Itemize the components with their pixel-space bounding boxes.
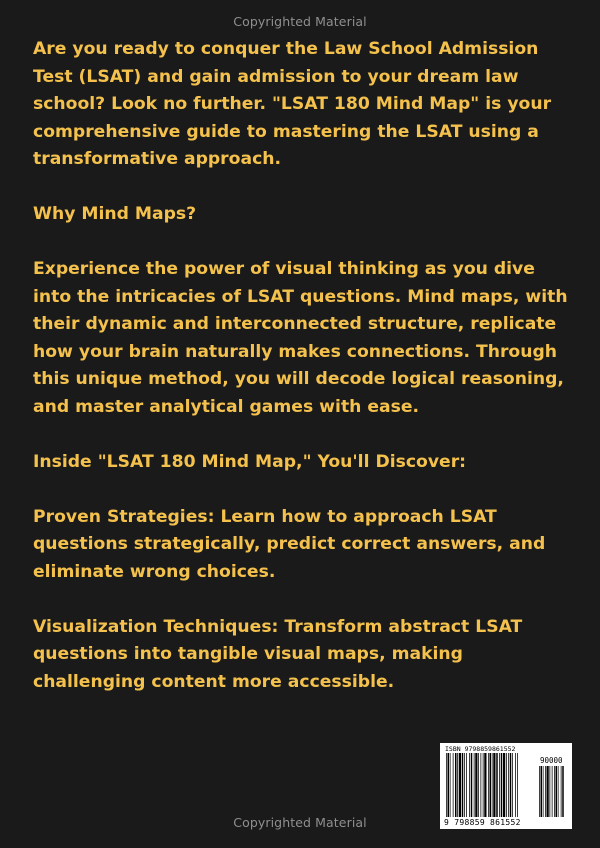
visual-thinking-paragraph: Experience the power of visual thinking as you dive into the intricacies of LSAT questions. Mind maps, with their dynamic and interconnected structure, replicate how your brain naturally makes connections. Through this unique method, you will decode logical reasoning, and master analytical games with ease. [33, 259, 568, 417]
why-mind-maps-heading: Why Mind Maps? [33, 204, 197, 224]
proven-strategies-paragraph: Proven Strategies: Learn how to approach LSAT questions strategically, predict correct answers, and eliminate wrong choices. [33, 506, 546, 582]
back-cover-description [33, 36, 573, 724]
visualization-techniques-paragraph: Visualization Techniques: Transform abstract LSAT questions into tangible visual maps, making challenging content more accessible. [33, 616, 523, 692]
price-code: 90000 [540, 756, 563, 765]
barcode-digits: 9 798859 861552 [444, 818, 521, 827]
intro-paragraph: Are you ready to conquer the Law School Admission Test (LSAT) and gain admission to your dream law school? Look no further. "LSAT 180 Mind Map" is your comprehensive guide to mastering the LSAT using a transformative approach. [33, 39, 552, 169]
inside-heading: Inside "LSAT 180 Mind Map," You'll Discover: [33, 451, 467, 472]
copyright-watermark-bottom: Copyrighted Material [233, 815, 367, 830]
isbn-label: ISBN 9798859861552 [445, 745, 516, 753]
copyright-watermark-top: Copyrighted Material [233, 14, 367, 29]
